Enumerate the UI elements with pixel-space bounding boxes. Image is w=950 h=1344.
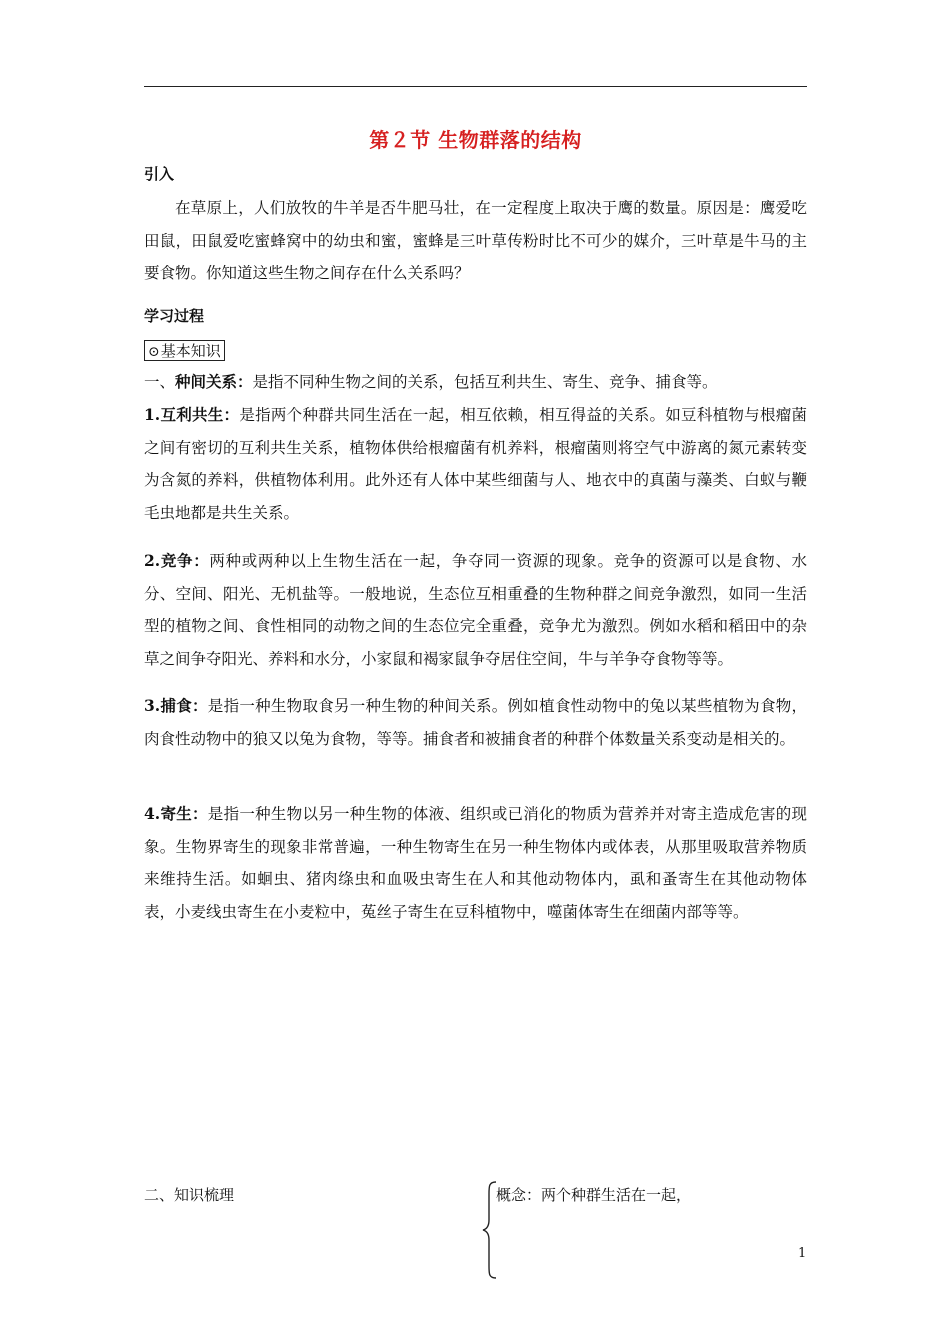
item-text: 是指两个种群共同生活在一起，相互依赖，相互得益的关系。如豆科植物与根瘤菌之间有密切的互利共生关系，植物体供给根瘤菌有机养料，根瘤菌则将空气中游离的氮元素转变为含氮的养料，供植物体利用。此外还有人体中某些细菌与人、地衣中的真菌与藻类、白蚁与鞭毛虫地都是共生关系。 [144,406,807,522]
section-prefix: 一、 [144,373,176,391]
item-parasitism [144,798,807,928]
item-text: 是指一种生物取食另一种生物的种间关系。例如植食性动物中的兔以某些植物为食物，肉食性动物中的狼又以兔为食物，等等。捕食者和被捕食者的种群个体数量关系变动是相关的。 [144,697,807,748]
item-text: 两种或两种以上生物生活在一起，争夺同一资源的现象。竞争的资源可以是食物、水分、空间、阳光、无机盐等。一般地说，生态位互相重叠的生物种群之间竞争激烈，如同一生活型的植物之间、食性相同的动物之间的生态位完全重叠，竞争尤为激烈。例如水稻和稻田中的杂草之间争夺阳光、养料和水分，小家鼠和褐家鼠争夺居住空间，牛与羊争夺食物等等。 [144,552,807,668]
process-heading: 学习过程 [144,307,205,325]
page-title: 第２节 生物群落的结构 [369,128,582,152]
item-mutualism [144,399,807,529]
basic-knowledge-badge [144,340,225,361]
item-competition [144,545,807,675]
intro-heading: 引入 [144,165,175,183]
section-text: 是指不同种生物之间的关系，包括互利共生、寄生、竞争、捕食等。 [252,373,718,391]
item-text: 是指一种生物以另一种生物的体液、组织或已消化的物质为营养并对寄主造成危害的现象。生物界寄生的现象非常普遍，一种生物寄生在另一种生物体内或体表，从那里吸取营养物质来维持生活。如蛔虫、猪肉绦虫和血吸虫寄生在人和其他动物体内，虱和蚤寄生在其他动物体表，小麦线虫寄生在小麦粒中，菟丝子寄生在豆科植物中，噬菌体寄生在细菌内部等等。 [144,805,807,921]
concept-line: 概念：两个种群生活在一起， [496,1186,692,1204]
item-predation [144,690,807,755]
badge-label: 基本知识 [160,342,221,360]
section-term: 种间关系： [175,372,253,391]
item-term: 3.捕食： [144,696,208,715]
header-rule [144,86,807,87]
section-interspecific-relations [144,366,807,399]
item-term: 2.竞争： [144,551,210,570]
item-term: 4.寄生： [144,804,208,823]
intro-paragraph: 在草原上，人们放牧的牛羊是否牛肥马壮，在一定程度上取决于鹰的数量。原因是：鹰爱吃田鼠，田鼠爱吃蜜蜂窝中的幼虫和蜜，蜜蜂是三叶草传粉时比不可少的媒介，三叶草是牛马的主要食物。你知道这些生物之间存在什么关系吗？ [144,199,807,282]
item-term: 1.互利共生： [144,405,240,424]
knowledge-review-label: 二、知识梳理 [144,1186,235,1204]
page-number: 1 [798,1246,807,1261]
circle-dot-icon: ⊙ [148,344,160,360]
